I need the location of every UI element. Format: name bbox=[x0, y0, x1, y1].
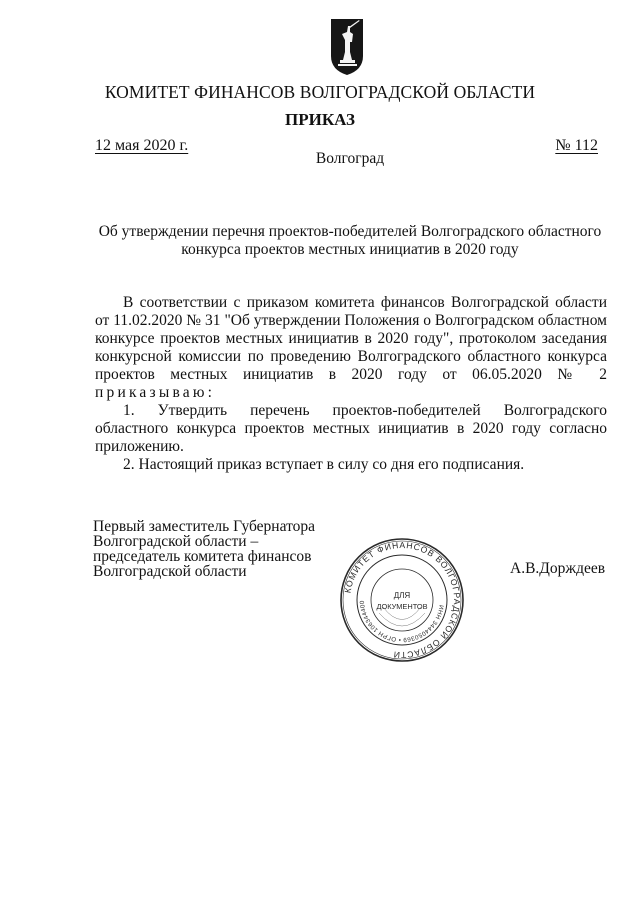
stamp-center-line-1: ДЛЯ bbox=[393, 591, 411, 600]
document-city: Волгоград bbox=[315, 150, 385, 167]
subject-line-1: Об утверждении перечня проектов-победителей Волгоградского областного bbox=[98, 223, 602, 240]
coat-of-arms-emblem bbox=[330, 18, 364, 76]
subject-line-2: конкурса проектов местных инициатив в 2020 году bbox=[181, 241, 519, 258]
stamp-outer-text: КОМИТЕТ ФИНАНСОВ ВОЛГОГРАДСКОЙ ОБЛАСТИ bbox=[342, 539, 463, 661]
document-subject bbox=[95, 223, 605, 259]
document-body bbox=[95, 294, 607, 474]
stamp-center-line-2: ДОКУМЕНТОВ bbox=[376, 602, 428, 611]
signer-name: А.В.Дорждеев bbox=[510, 560, 606, 577]
signer-title-line-1: Первый заместитель Губернатора bbox=[93, 518, 316, 535]
organization-title: КОМИТЕТ ФИНАНСОВ ВОЛГОГРАДСКОЙ ОБЛАСТИ bbox=[104, 82, 536, 102]
order-item-2: 2. Настоящий приказ вступает в силу со дня его подписания. bbox=[123, 456, 525, 473]
signer-title-line-2: Волгоградской области – bbox=[93, 533, 259, 550]
order-item-1: 1. Утвердить перечень проектов-победителей Волгоградского областного конкурса проектов местных инициатив в 2020 году согласно приложению. bbox=[95, 402, 607, 455]
signer-title-line-3: председатель комитета финансов bbox=[93, 548, 312, 565]
document-date: 12 мая 2020 г. bbox=[95, 137, 189, 154]
signer-title bbox=[93, 519, 353, 579]
document-type: ПРИКАЗ bbox=[285, 110, 355, 129]
official-stamp bbox=[339, 537, 465, 663]
preamble-paragraph: В соответствии с приказом комитета финансов Волгоградской области от 11.02.2020 № 31 "Об утверждении Положения о Волгоградском областном конкурсе проектов местных инициатив в 2020 году", протоколом заседания конкурсной комиссии по проведению Волгоградского областного конкурса проектов местных инициатив в 2020 году от 06.05.2020 № 2 bbox=[95, 294, 607, 383]
signer-title-line-4: Волгоградской области bbox=[93, 563, 247, 580]
command-word: приказываю: bbox=[95, 384, 216, 401]
stamp-ring-text: ИНН 3444050369 • ОГРН 106344400 bbox=[358, 600, 445, 644]
document-number: № 112 bbox=[555, 137, 598, 154]
